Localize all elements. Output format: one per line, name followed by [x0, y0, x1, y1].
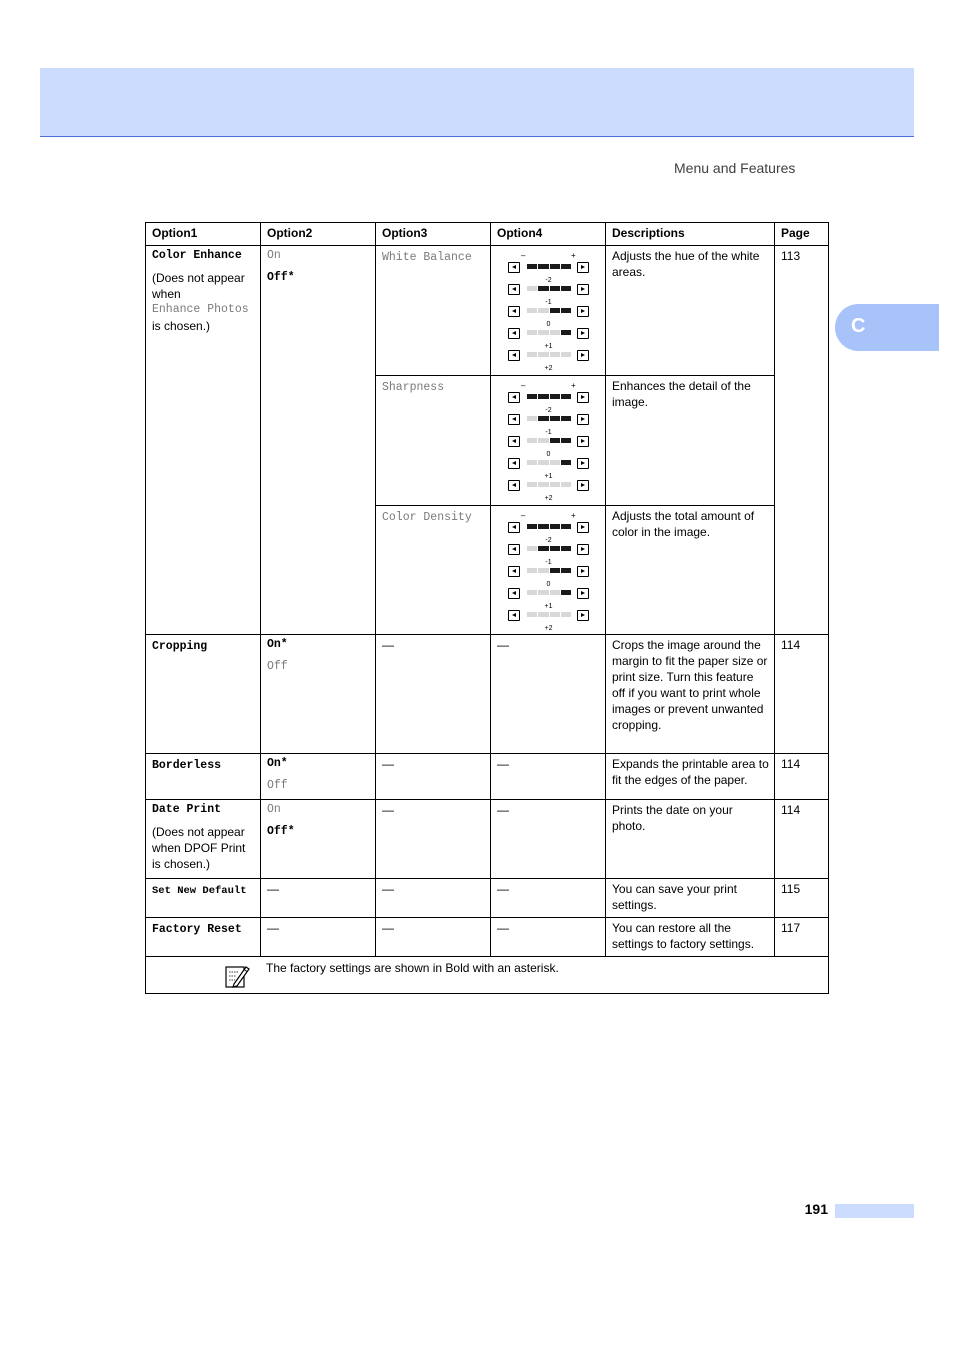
column-header: Descriptions	[606, 223, 775, 246]
level-bar	[527, 482, 571, 487]
level-segment	[561, 308, 571, 313]
header-band	[40, 68, 914, 137]
option1-cell	[146, 635, 261, 754]
slider-level	[491, 478, 606, 500]
left-arrow-icon	[508, 610, 520, 621]
level-segment	[538, 286, 548, 291]
chapter-letter: C	[851, 315, 866, 337]
sub-option-name: White Balance	[382, 251, 472, 264]
slider-range-header	[491, 510, 606, 520]
level-label: -1	[545, 559, 552, 566]
slider-plus-label: +	[571, 251, 576, 260]
level-segment	[550, 438, 560, 443]
section-title: Menu and Features	[674, 160, 796, 176]
page-cell: 117	[775, 918, 829, 957]
level-segment	[538, 568, 548, 573]
level-segment	[538, 590, 548, 595]
slider-minus-label: –	[521, 251, 526, 260]
description-cell: You can restore all the settings to factory settings.	[606, 918, 775, 957]
level-bar	[527, 352, 571, 357]
right-arrow-icon	[577, 284, 589, 295]
page-number: 191	[804, 1201, 828, 1217]
level-segment	[550, 286, 560, 291]
menu-option-name: Color Enhance	[152, 249, 242, 262]
chapter-tab	[835, 304, 939, 351]
level-segment	[538, 394, 548, 399]
level-bar	[527, 524, 571, 529]
level-bar	[527, 394, 571, 399]
note-pencil-icon	[224, 963, 250, 989]
level-label: +1	[544, 343, 553, 350]
slider-minus-label: –	[521, 381, 526, 390]
right-arrow-icon	[577, 350, 589, 361]
column-header: Option3	[376, 223, 491, 246]
level-segment	[538, 352, 548, 357]
description-cell: You can save your print settings.	[606, 879, 775, 918]
option2-cell	[261, 754, 376, 800]
left-arrow-icon	[508, 544, 520, 555]
level-segment	[550, 352, 560, 357]
level-label: -2	[545, 537, 552, 544]
level-bar	[527, 286, 571, 291]
level-segment	[538, 524, 548, 529]
option3-cell	[376, 246, 491, 376]
menu-option-name: Set New Default	[152, 885, 247, 897]
level-bar	[527, 568, 571, 573]
slider-cell	[491, 376, 606, 506]
left-arrow-icon	[508, 350, 520, 361]
table-row	[146, 635, 829, 754]
slider-level	[491, 520, 606, 542]
level-segment	[550, 330, 560, 335]
level-segment	[550, 264, 560, 269]
option1-cell	[146, 800, 261, 879]
table-row	[146, 879, 829, 918]
option-value: On	[267, 803, 281, 816]
menu-option-name: Borderless	[152, 759, 222, 772]
option1-cell	[146, 754, 261, 800]
level-segment	[550, 590, 560, 595]
page-cell: 114	[775, 635, 829, 754]
option3-cell: —	[376, 800, 491, 879]
level-segment	[561, 460, 571, 465]
column-header: Option2	[261, 223, 376, 246]
option3-cell	[376, 506, 491, 635]
level-bar	[527, 416, 571, 421]
left-arrow-icon	[508, 588, 520, 599]
level-segment	[561, 416, 571, 421]
page-cell: 115	[775, 879, 829, 918]
right-arrow-icon	[577, 306, 589, 317]
right-arrow-icon	[577, 566, 589, 577]
option-value: Off	[267, 779, 288, 792]
level-segment	[527, 612, 537, 617]
level-label: 0	[546, 581, 551, 588]
right-arrow-icon	[577, 262, 589, 273]
footnote-text: The factory settings are shown in Bold with an asterisk.	[266, 961, 559, 975]
option-value-default: Off*	[267, 825, 295, 838]
level-segment	[561, 286, 571, 291]
level-segment	[527, 590, 537, 595]
level-segment	[561, 524, 571, 529]
right-arrow-icon	[577, 392, 589, 403]
level-label: 0	[546, 451, 551, 458]
option3-cell	[376, 376, 491, 506]
slider-level	[491, 326, 606, 348]
level-bar	[527, 308, 571, 313]
level-segment	[538, 612, 548, 617]
slider-cell	[491, 246, 606, 376]
level-segment	[561, 352, 571, 357]
level-label: +1	[544, 603, 553, 610]
level-segment	[550, 568, 560, 573]
right-arrow-icon	[577, 480, 589, 491]
level-label: -2	[545, 277, 552, 284]
option-value: Off	[267, 660, 288, 673]
level-segment	[527, 264, 537, 269]
slider-plus-label: +	[571, 511, 576, 520]
level-segment	[561, 330, 571, 335]
description-cell: Adjusts the total amount of color in the image.	[606, 506, 775, 635]
level-segment	[561, 590, 571, 595]
option-value: On	[267, 249, 281, 262]
option3-cell: —	[376, 754, 491, 800]
option-note: Enhance Photos	[152, 303, 249, 316]
level-segment	[561, 264, 571, 269]
option2-cell	[261, 635, 376, 754]
page-cell: 114	[775, 754, 829, 800]
page-number-bar	[835, 1204, 914, 1218]
left-arrow-icon	[508, 458, 520, 469]
description-cell: Expands the printable area to fit the edges of the paper.	[606, 754, 775, 800]
option2-cell	[261, 246, 376, 635]
option-note: when	[152, 287, 181, 301]
level-segment	[538, 330, 548, 335]
level-segment	[527, 438, 537, 443]
level-segment	[538, 308, 548, 313]
level-segment	[561, 482, 571, 487]
level-segment	[550, 394, 560, 399]
level-label: -2	[545, 407, 552, 414]
description-cell: Prints the date on your photo.	[606, 800, 775, 879]
level-segment	[538, 416, 548, 421]
sub-option-name: Color Density	[382, 511, 472, 524]
slider-level	[491, 586, 606, 608]
left-arrow-icon	[508, 284, 520, 295]
right-arrow-icon	[577, 588, 589, 599]
level-label: +1	[544, 473, 553, 480]
level-bar	[527, 590, 571, 595]
level-bar	[527, 546, 571, 551]
level-segment	[538, 482, 548, 487]
option4-cell: —	[491, 879, 606, 918]
level-label: +2	[544, 495, 553, 502]
settings-table	[145, 222, 829, 994]
level-segment	[527, 286, 537, 291]
left-arrow-icon	[508, 522, 520, 533]
table-row	[146, 246, 829, 376]
table-row	[146, 754, 829, 800]
level-segment	[538, 264, 548, 269]
slider-level	[491, 348, 606, 370]
level-segment	[550, 524, 560, 529]
right-arrow-icon	[577, 610, 589, 621]
table-header-row	[146, 223, 829, 246]
level-segment	[527, 482, 537, 487]
option3-cell: —	[376, 635, 491, 754]
option-note: (Does not appear	[152, 271, 245, 285]
level-segment	[527, 524, 537, 529]
table-row	[146, 918, 829, 957]
footnote-row	[146, 957, 829, 994]
menu-option-name: Factory Reset	[152, 923, 242, 936]
option4-cell: —	[491, 754, 606, 800]
slider-cell	[491, 506, 606, 635]
level-segment	[550, 308, 560, 313]
left-arrow-icon	[508, 392, 520, 403]
level-segment	[561, 438, 571, 443]
page-cell: 113	[775, 246, 829, 635]
level-segment	[561, 394, 571, 399]
option-value-default: On*	[267, 638, 288, 651]
option1-cell	[146, 918, 261, 957]
description-cell: Enhances the detail of the image.	[606, 376, 775, 506]
left-arrow-icon	[508, 566, 520, 577]
option2-cell: —	[261, 879, 376, 918]
level-segment	[550, 612, 560, 617]
menu-option-name: Date Print	[152, 803, 222, 816]
slider-level	[491, 434, 606, 456]
slider-minus-label: –	[521, 511, 526, 520]
level-segment	[527, 416, 537, 421]
level-segment	[527, 460, 537, 465]
slider-range-header	[491, 380, 606, 390]
level-label: 0	[546, 321, 551, 328]
slider-level	[491, 564, 606, 586]
option2-cell: —	[261, 918, 376, 957]
option2-cell	[261, 800, 376, 879]
slider-level	[491, 608, 606, 630]
level-bar	[527, 438, 571, 443]
level-bar	[527, 264, 571, 269]
footnote-cell	[146, 957, 829, 994]
option4-cell: —	[491, 918, 606, 957]
column-header: Option1	[146, 223, 261, 246]
sub-option-name: Sharpness	[382, 381, 445, 394]
page-cell: 114	[775, 800, 829, 879]
left-arrow-icon	[508, 306, 520, 317]
level-segment	[527, 352, 537, 357]
level-segment	[561, 546, 571, 551]
level-label: -1	[545, 299, 552, 306]
slider-level	[491, 412, 606, 434]
option-note: is chosen.)	[152, 319, 211, 333]
level-segment	[550, 482, 560, 487]
description-cell: Crops the image around the margin to fit the paper size or print size. Turn this feature off if you want to print whole images or prevent unwanted cropping.	[606, 635, 775, 754]
option4-cell: —	[491, 635, 606, 754]
right-arrow-icon	[577, 544, 589, 555]
option-value-default: Off*	[267, 271, 295, 284]
right-arrow-icon	[577, 414, 589, 425]
left-arrow-icon	[508, 436, 520, 447]
slider-level	[491, 390, 606, 412]
right-arrow-icon	[577, 436, 589, 447]
level-bar	[527, 612, 571, 617]
level-segment	[527, 394, 537, 399]
description-cell: Adjusts the hue of the white areas.	[606, 246, 775, 376]
menu-option-name: Cropping	[152, 640, 208, 653]
left-arrow-icon	[508, 262, 520, 273]
left-arrow-icon	[508, 414, 520, 425]
right-arrow-icon	[577, 522, 589, 533]
slider-level	[491, 456, 606, 478]
slider-range-header	[491, 250, 606, 260]
level-segment	[550, 546, 560, 551]
option4-cell: —	[491, 800, 606, 879]
option1-cell	[146, 879, 261, 918]
level-segment	[527, 330, 537, 335]
slider-level	[491, 260, 606, 282]
left-arrow-icon	[508, 480, 520, 491]
level-segment	[527, 546, 537, 551]
level-segment	[550, 416, 560, 421]
column-header: Page	[775, 223, 829, 246]
slider-plus-label: +	[571, 381, 576, 390]
level-segment	[538, 546, 548, 551]
slider-level	[491, 282, 606, 304]
level-label: -1	[545, 429, 552, 436]
level-segment	[561, 612, 571, 617]
level-label: +2	[544, 365, 553, 372]
level-label: +2	[544, 625, 553, 632]
level-bar	[527, 460, 571, 465]
left-arrow-icon	[508, 328, 520, 339]
option1-cell	[146, 246, 261, 635]
level-segment	[527, 568, 537, 573]
level-segment	[561, 568, 571, 573]
column-header: Option4	[491, 223, 606, 246]
slider-level	[491, 304, 606, 326]
option3-cell: —	[376, 879, 491, 918]
right-arrow-icon	[577, 328, 589, 339]
level-segment	[538, 460, 548, 465]
level-segment	[538, 438, 548, 443]
level-bar	[527, 330, 571, 335]
table-row	[146, 800, 829, 879]
level-segment	[527, 308, 537, 313]
option3-cell: —	[376, 918, 491, 957]
option-value-default: On*	[267, 757, 288, 770]
slider-level	[491, 542, 606, 564]
option-note: (Does not appear when DPOF Print is chosen.)	[152, 825, 246, 871]
right-arrow-icon	[577, 458, 589, 469]
level-segment	[550, 460, 560, 465]
